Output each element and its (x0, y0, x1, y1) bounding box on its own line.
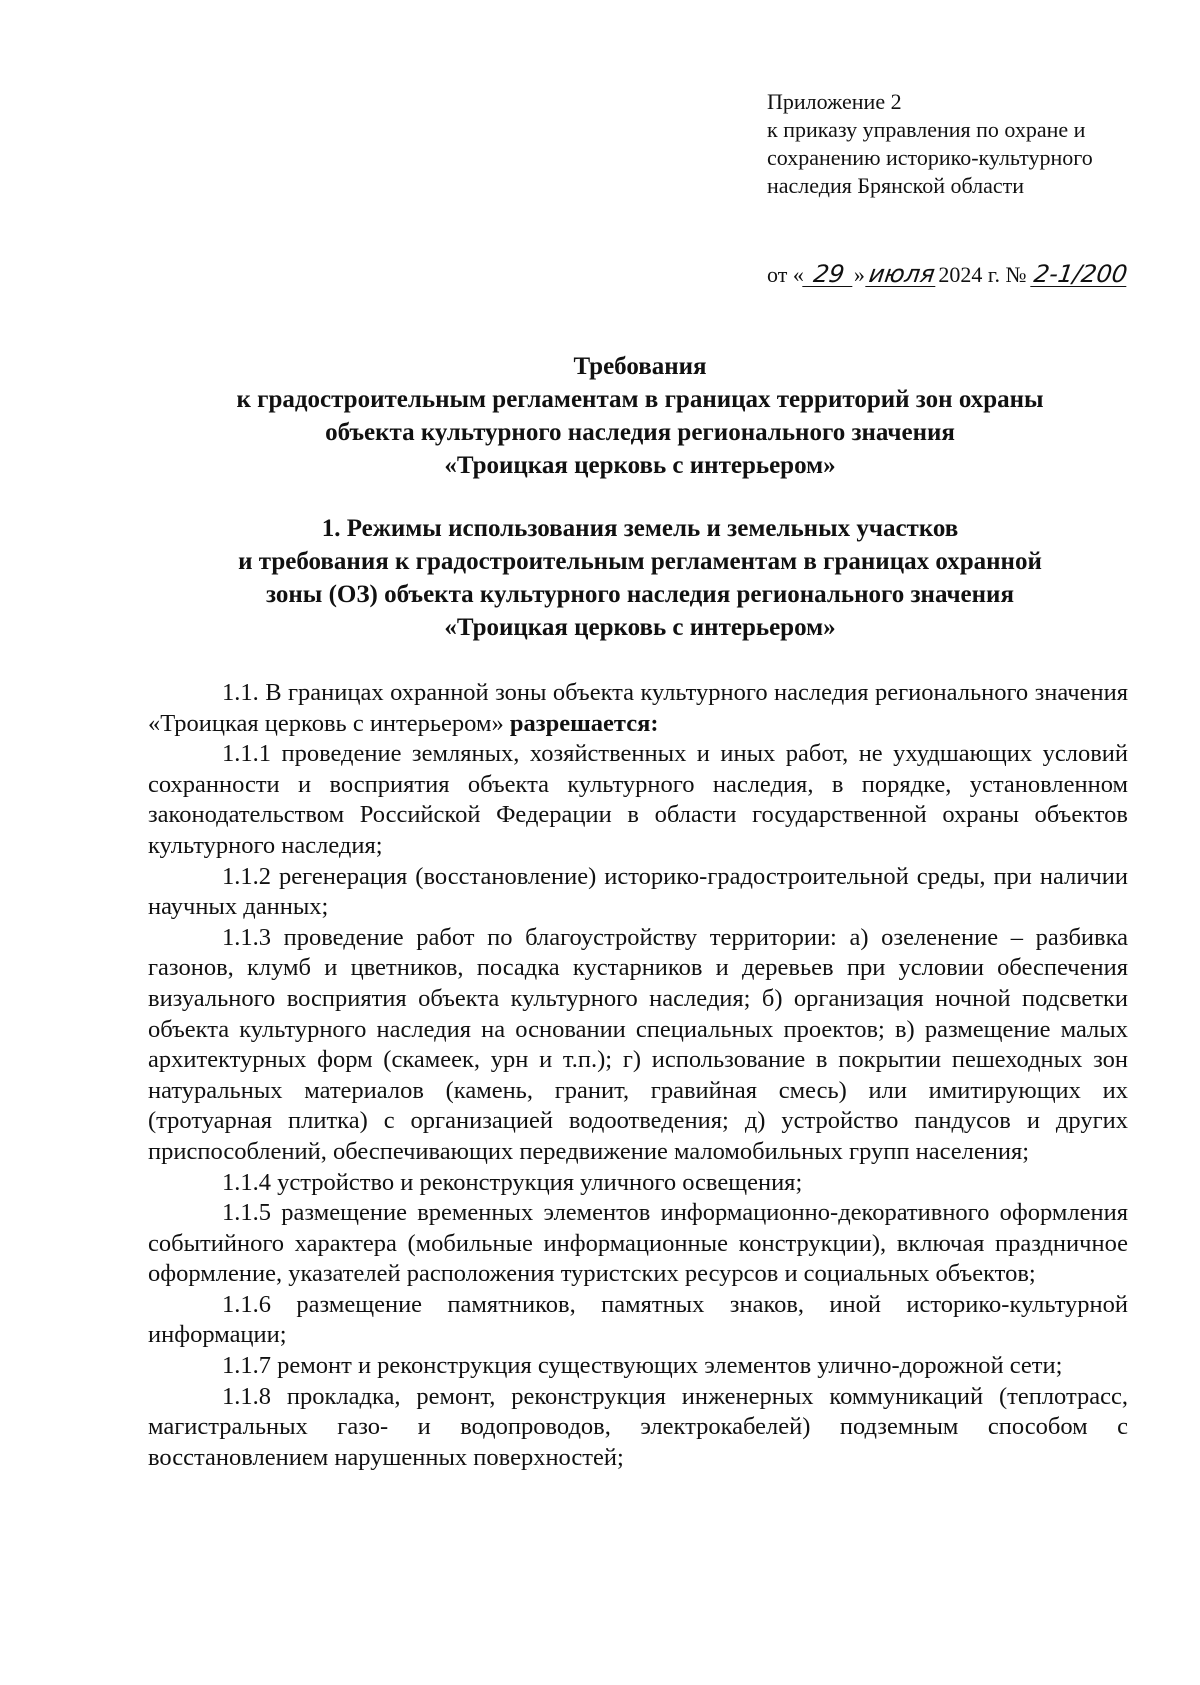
appendix-line-3: сохранению историко-культурного (767, 145, 1093, 170)
order-quote-close: » (853, 262, 865, 287)
paragraph-1-1-1: 1.1.1 проведение земляных, хозяйственных и иных работ, не ухудшающих условий сохранности и восприятия объекта культурного наследия, в порядке, установленном законодательством Российской Федерации в области государственной охраны объектов культурного наследия; (148, 740, 1128, 859)
order-year: 2024 г. № (938, 262, 1027, 287)
section-line-4: «Троицкая церковь с интерьером» (444, 614, 836, 641)
order-day-handwritten: 29 (802, 262, 856, 287)
title-line-4: «Троицкая церковь с интерьером» (444, 452, 836, 479)
section-line-2: и требования к градостроительным регламентам в границах охранной (238, 548, 1042, 575)
title-line-1: Требования (573, 353, 707, 380)
paragraph-1-1-8: 1.1.8 прокладка, ремонт, реконструкция инженерных коммуникаций (теплотрасс, магистральных газо- и водопроводов, электрокабелей) подземным способом с восстановлением нарушенных поверхностей; (148, 1382, 1128, 1471)
appendix-line-2: к приказу управления по охране и (767, 117, 1086, 142)
appendix-line-1: Приложение 2 (767, 89, 902, 114)
section-1-heading (150, 512, 1130, 644)
appendix-header (767, 88, 1177, 200)
title-line-3: объекта культурного наследия регионального значения (325, 419, 955, 446)
section-line-3: зоны (ОЗ) объекта культурного наследия регионального значения (266, 581, 1014, 608)
appendix-line-4: наследия Брянской области (767, 173, 1025, 198)
paragraph-1-1-3: 1.1.3 проведение работ по благоустройству территории: а) озеленение – разбивка газонов, клумб и цветников, посадка кустарников и деревьев при условии обеспечения визуального восприятия объекта культурного наследия; б) организация ночной подсветки объекта культурного наследия на основании специальных проектов; в) размещение малых архитектурных форм (скамеек, урн и т.п.); г) использование в покрытии пешеходных зон натуральных материалов (камень, гранит, гравийная смесь) или имитирующих их (тротуарная плитка) с организацией водоотведения; д) устройство пандусов и других приспособлений, обеспечивающих передвижение маломобильных групп населения; (148, 923, 1128, 1165)
order-number-handwritten: 2-1/200 (1032, 260, 1130, 288)
paragraph-1-1-2: 1.1.2 регенерация (восстановление) историко-градостроительной среды, при наличии научных данных; (148, 862, 1128, 921)
order-month-handwritten: июля (866, 260, 937, 288)
paragraph-1-1-4: 1.1.4 устройство и реконструкция уличного освещения; (222, 1168, 803, 1196)
paragraph-1-1-bold: разрешается: (509, 709, 659, 737)
section-line-1: 1. Режимы использования земель и земельных участков (321, 515, 959, 542)
body-text (148, 678, 1128, 1473)
paragraph-1-1-6: 1.1.6 размещение памятников, памятных знаков, иной историко-культурной информации; (148, 1290, 1128, 1349)
paragraph-1-1 (148, 678, 1128, 739)
document-title (150, 350, 1130, 482)
order-date-number (767, 260, 1128, 290)
order-prefix: от « (767, 262, 804, 287)
paragraph-1-1-5: 1.1.5 размещение временных элементов информационно-декоративного оформления событийного характера (мобильные информационные конструкции), включая праздничное оформление, указателей расположения туристских ресурсов и социальных объектов; (148, 1199, 1128, 1288)
paragraph-1-1-text: 1.1. В границах охранной зоны объекта культурного наследия регионального значения «Троицкая церковь с интерьером» (148, 679, 1128, 737)
paragraph-1-1-7: 1.1.7 ремонт и реконструкция существующих элементов улично-дорожной сети; (222, 1352, 1063, 1380)
title-line-2: к градостроительным регламентам в границах территорий зон охраны (236, 386, 1044, 413)
